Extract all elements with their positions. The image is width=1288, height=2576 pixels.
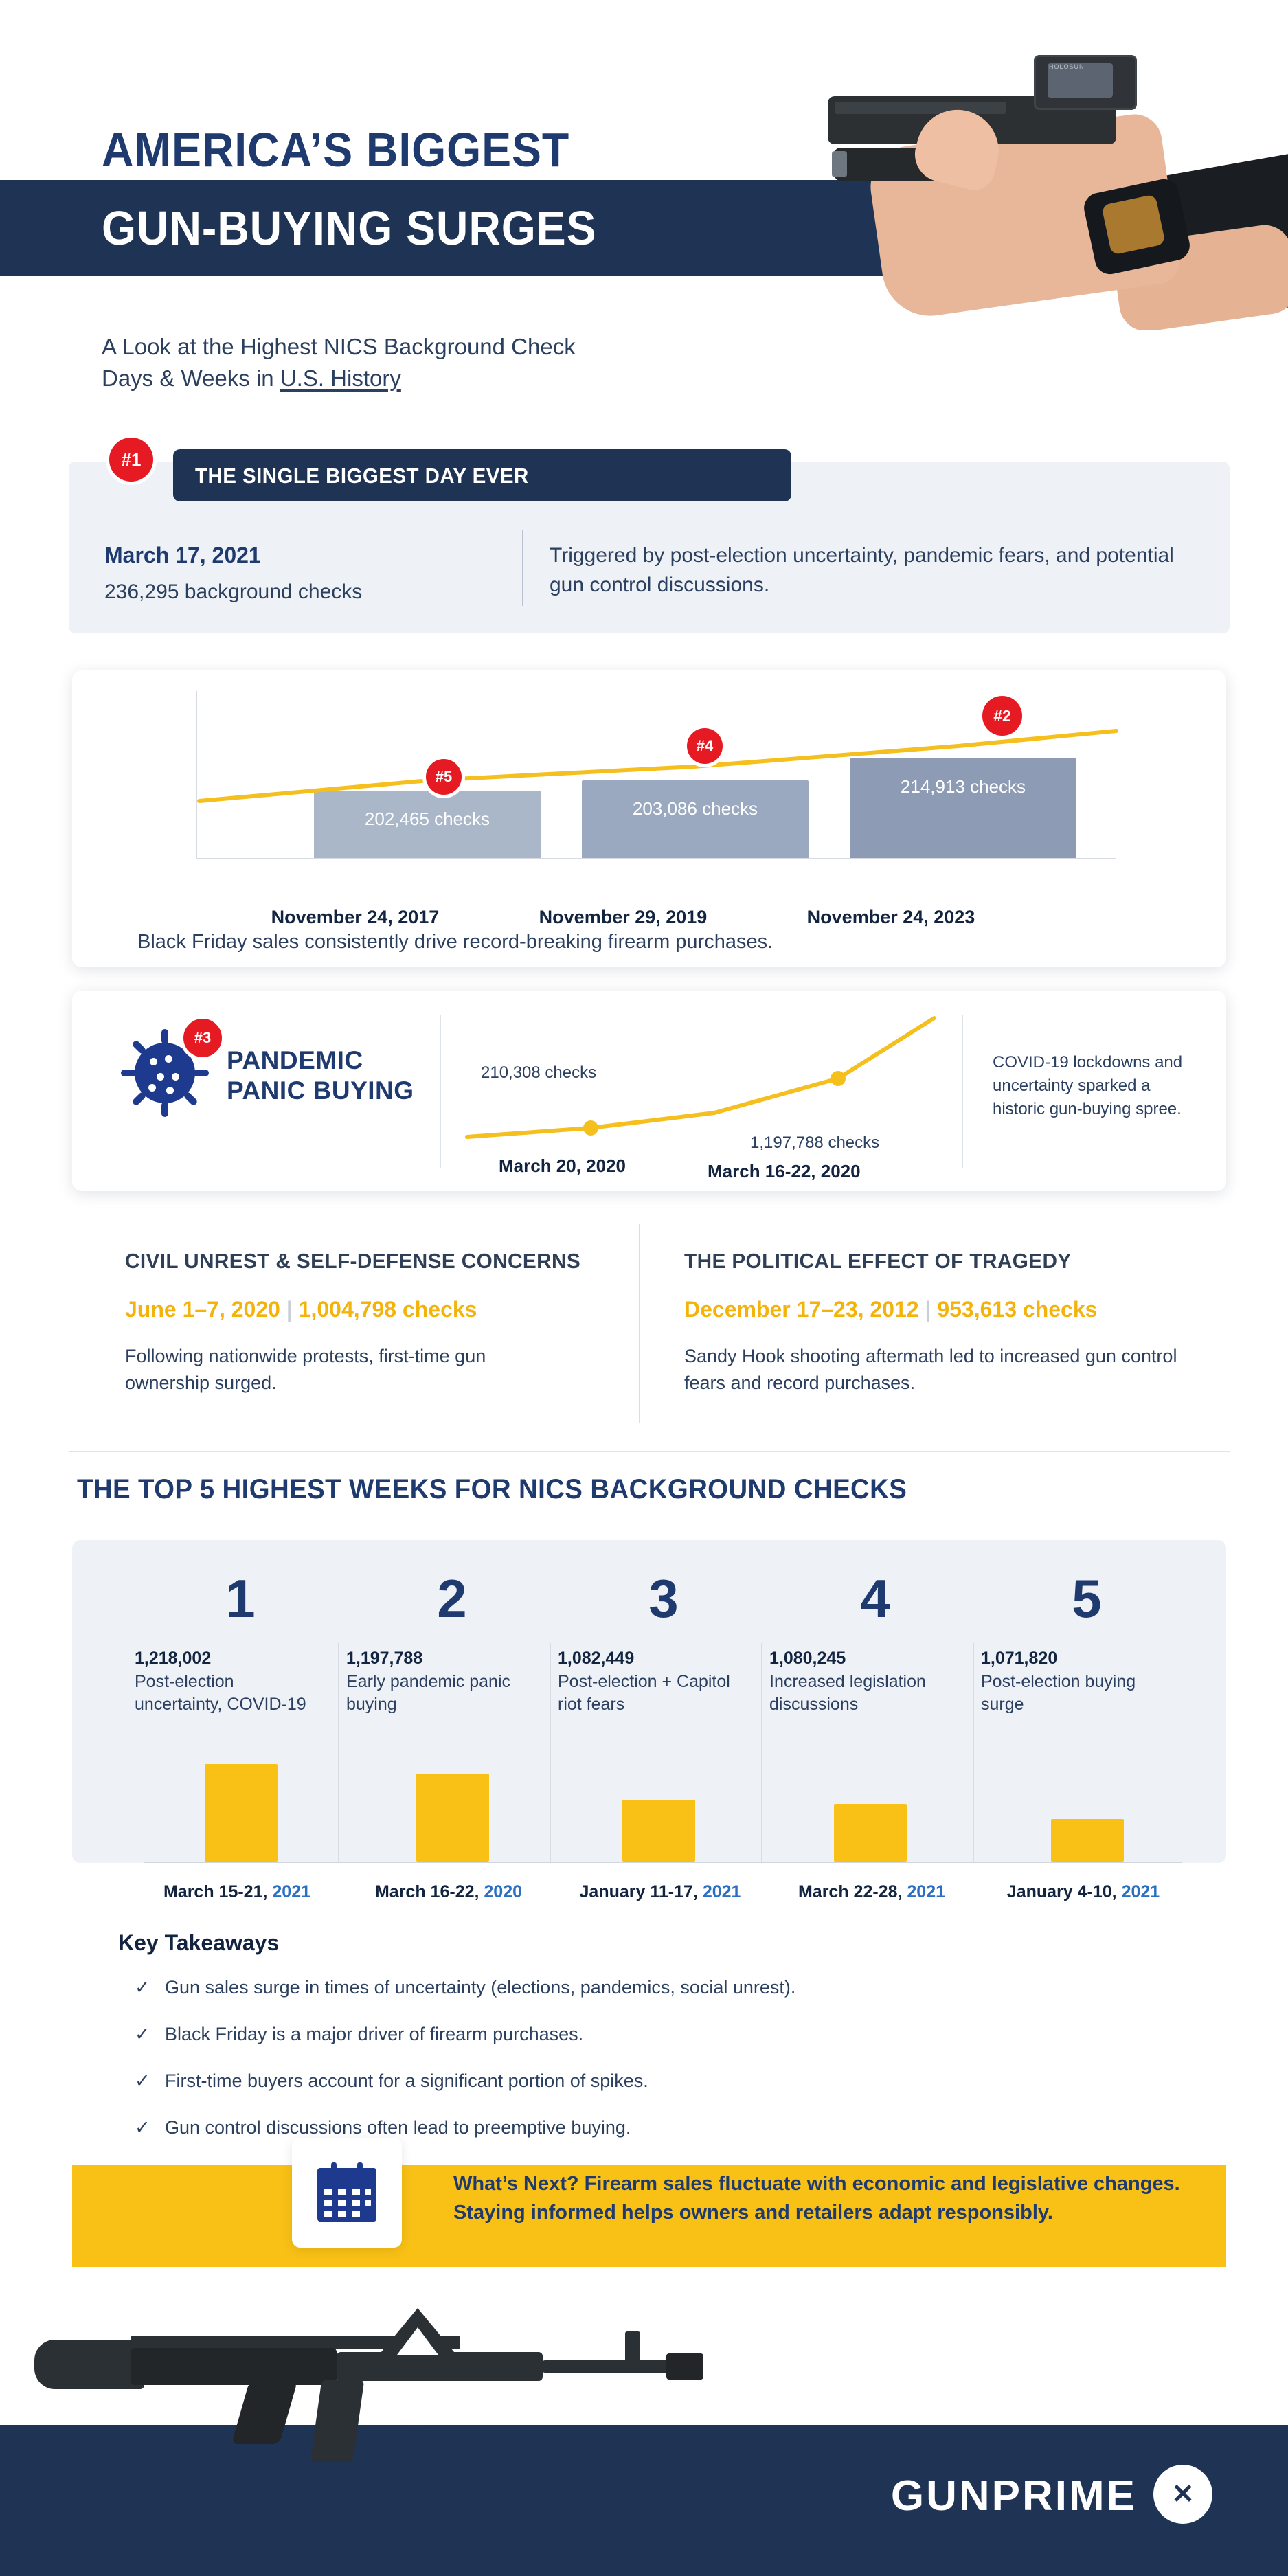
top5-divider-3 <box>761 1643 762 1863</box>
pandemic-title <box>227 1046 414 1105</box>
biggest-day-divider <box>522 530 523 606</box>
check-icon-0: ✓ <box>135 1977 150 1998</box>
column-0-stat-value: 1,004,798 checks <box>298 1297 477 1322</box>
top5-rank-4: 5 <box>1072 1568 1102 1629</box>
top5-date-main-2: January 11-17, <box>579 1882 698 1901</box>
biggest-day-description: Triggered by post-election uncertainty, pandemic fears, and potential gun control discussions. <box>550 544 1174 596</box>
top5-rank-3: 4 <box>860 1568 890 1629</box>
rank-badge-5: #5 <box>422 756 465 798</box>
top5-date-0 <box>124 1882 350 1902</box>
rifle-barrel <box>543 2360 687 2373</box>
photo-optic-brand: HOLOSUN <box>1049 63 1085 70</box>
column-0-stat-sep: | <box>280 1297 299 1322</box>
takeaway-item-0: Gun sales surge in times of uncertainty (elections, pandemics, social unrest). <box>165 1977 796 1998</box>
rifle-front-sight <box>625 2331 640 2367</box>
subtitle-line2-pre: Days & Weeks in <box>102 365 280 391</box>
chart2-category-0: November 24, 2017 <box>271 907 440 927</box>
top5-rank-2: 3 <box>648 1568 679 1629</box>
column-0-stat-date: June 1–7, 2020 <box>125 1297 280 1322</box>
top5-date-year-4: 2021 <box>1121 1882 1160 1901</box>
column-1-heading: THE POLITICAL EFFECT OF TRAGEDY <box>684 1249 1072 1273</box>
top5-value-2: 1,082,449 <box>558 1649 635 1668</box>
calendar-icon <box>317 2162 376 2223</box>
subtitle-link[interactable]: U.S. History <box>280 365 401 391</box>
column-1-stat <box>684 1297 1097 1322</box>
top5-date-main-1: March 16-22, <box>374 1882 479 1901</box>
top5-date-year-3: 2021 <box>907 1882 946 1901</box>
rank-badge-2: #2 <box>979 692 1026 739</box>
top5-date-3 <box>758 1882 985 1902</box>
top5-value-0: 1,218,002 <box>135 1649 212 1668</box>
brand-logo-x-icon: ✕ <box>1171 2479 1195 2509</box>
top5-date-2 <box>547 1882 773 1902</box>
top5-bar-3 <box>834 1804 907 1862</box>
rank-badge-3: #3 <box>180 1015 225 1061</box>
top5-date-main-0: March 15-21, <box>163 1882 268 1901</box>
column-0-heading: CIVIL UNREST & SELF-DEFENSE CONCERNS <box>125 1249 581 1273</box>
top5-date-1 <box>335 1882 562 1902</box>
rifle-photo <box>21 2308 749 2500</box>
top5-bar-2 <box>622 1800 695 1862</box>
top5-rank-0: 1 <box>225 1568 256 1629</box>
pandemic-divider-left <box>440 1015 441 1168</box>
top5-date-main-3: March 22-28, <box>798 1882 903 1901</box>
top5-divider-2 <box>550 1643 551 1863</box>
top5-title: THE TOP 5 HIGHEST WEEKS FOR NICS BACKGROUND CHECKS <box>77 1474 907 1504</box>
top5-date-main-4: January 4-10, <box>1006 1882 1117 1901</box>
top5-desc-4: Post-election buying surge <box>981 1672 1136 1714</box>
takeaways-title: Key Takeaways <box>118 1930 280 1955</box>
top5-date-4 <box>970 1882 1197 1902</box>
section-divider <box>69 1451 1230 1452</box>
top5-value-4: 1,071,820 <box>981 1649 1058 1668</box>
rifle-magazine <box>310 2380 365 2462</box>
rifle-handguard <box>337 2352 543 2381</box>
column-1-stat-value: 953,613 checks <box>937 1297 1098 1322</box>
top5-desc-2: Post-election + Capitol riot fears <box>558 1672 730 1714</box>
column-0-stat <box>125 1297 477 1322</box>
top5-desc-3: Increased legislation discussions <box>769 1672 926 1714</box>
column-1-stat-sep: | <box>918 1297 938 1322</box>
chart2-category-1: November 29, 2019 <box>539 907 708 927</box>
top5-date-year-1: 2020 <box>484 1882 523 1901</box>
pandemic-title-line1: PANDEMIC <box>227 1046 363 1074</box>
takeaway-item-1: Black Friday is a major driver of firearm purchases. <box>165 2024 584 2044</box>
top5-bar-0 <box>205 1764 278 1862</box>
handgun-photo <box>793 27 1288 302</box>
rank-badge-4: #4 <box>683 725 726 767</box>
photo-slide-serrations <box>835 102 1006 114</box>
top5-date-year-0: 2021 <box>272 1882 311 1901</box>
chart2-category-2: November 24, 2023 <box>806 907 975 927</box>
page-subtitle <box>102 331 720 394</box>
pandemic-value-1: 1,197,788 checks <box>750 1133 880 1152</box>
top5-value-3: 1,080,245 <box>769 1649 846 1668</box>
biggest-day-banner-label: THE SINGLE BIGGEST DAY EVER <box>195 464 529 488</box>
pandemic-category-0: March 20, 2020 <box>499 1155 626 1176</box>
pandemic-description: COVID-19 lockdowns and uncertainty sparked a historic gun-buying spree. <box>993 1053 1183 1119</box>
top5-desc-1: Early pandemic panic buying <box>346 1672 511 1714</box>
rifle-muzzle <box>666 2353 703 2380</box>
check-icon-1: ✓ <box>135 2024 150 2044</box>
top5-divider-1 <box>338 1643 339 1863</box>
pandemic-value-0: 210,308 checks <box>481 1063 597 1082</box>
top5-value-1: 1,197,788 <box>346 1649 423 1668</box>
top5-rank-1: 2 <box>437 1568 467 1629</box>
cta-text: What’s Next? Firearm sales fluctuate with economic and legislative changes. Staying informed helps owners and retailers adapt responsibly. <box>453 2173 1180 2224</box>
subtitle-line1: A Look at the Highest NICS Background Check <box>102 334 576 359</box>
page-title-line1: AMERICA’S BIGGEST <box>102 123 570 177</box>
pandemic-title-line2: PANIC BUYING <box>227 1076 414 1105</box>
top5-bar-1 <box>416 1774 489 1862</box>
pandemic-divider-right <box>962 1015 963 1168</box>
top5-divider-4 <box>973 1643 974 1863</box>
page-title-line2: GUN-BUYING SURGES <box>102 201 597 255</box>
check-icon-3: ✓ <box>135 2117 150 2138</box>
chart2-bar-0: 202,465 checks <box>314 791 541 858</box>
biggest-day-checks: 236,295 background checks <box>104 580 363 603</box>
top5-desc-0: Post-election uncertainty, COVID-19 <box>135 1672 306 1714</box>
rifle-carry-handle-cutout <box>397 2327 438 2355</box>
column-1-stat-date: December 17–23, 2012 <box>684 1297 919 1322</box>
brand-logo-text: GUNPRIME <box>890 2472 1137 2520</box>
check-icon-2: ✓ <box>135 2070 150 2091</box>
column-1-body: Sandy Hook shooting aftermath led to increased gun control fears and record purchases. <box>684 1346 1177 1394</box>
rifle-receiver <box>131 2348 337 2385</box>
biggest-day-date: March 17, 2021 <box>104 543 261 567</box>
takeaway-item-3: Gun control discussions often lead to preemptive buying. <box>165 2117 631 2138</box>
top5-bar-4 <box>1051 1819 1124 1862</box>
chart2-bar-1: 203,086 checks <box>582 780 809 858</box>
top5-date-year-2: 2021 <box>702 1882 741 1901</box>
pandemic-category-1: March 16-22, 2020 <box>708 1161 861 1182</box>
hero-section <box>0 0 1288 330</box>
rifle-grip <box>231 2381 297 2444</box>
columns-divider <box>639 1224 640 1423</box>
black-friday-note: Black Friday sales consistently drive record-breaking firearm purchases. <box>137 931 773 953</box>
rank-badge-1: #1 <box>106 434 157 485</box>
photo-light-lens <box>832 151 847 177</box>
takeaway-item-2: First-time buyers account for a significant portion of spikes. <box>165 2070 648 2091</box>
top5-axis <box>144 1862 1182 1863</box>
pandemic-line-chart <box>453 1010 955 1168</box>
chart2-bar-2: 214,913 checks <box>850 758 1076 858</box>
rifle-stock <box>34 2340 144 2389</box>
column-0-body: Following nationwide protests, first-time gun ownership surged. <box>125 1346 486 1394</box>
